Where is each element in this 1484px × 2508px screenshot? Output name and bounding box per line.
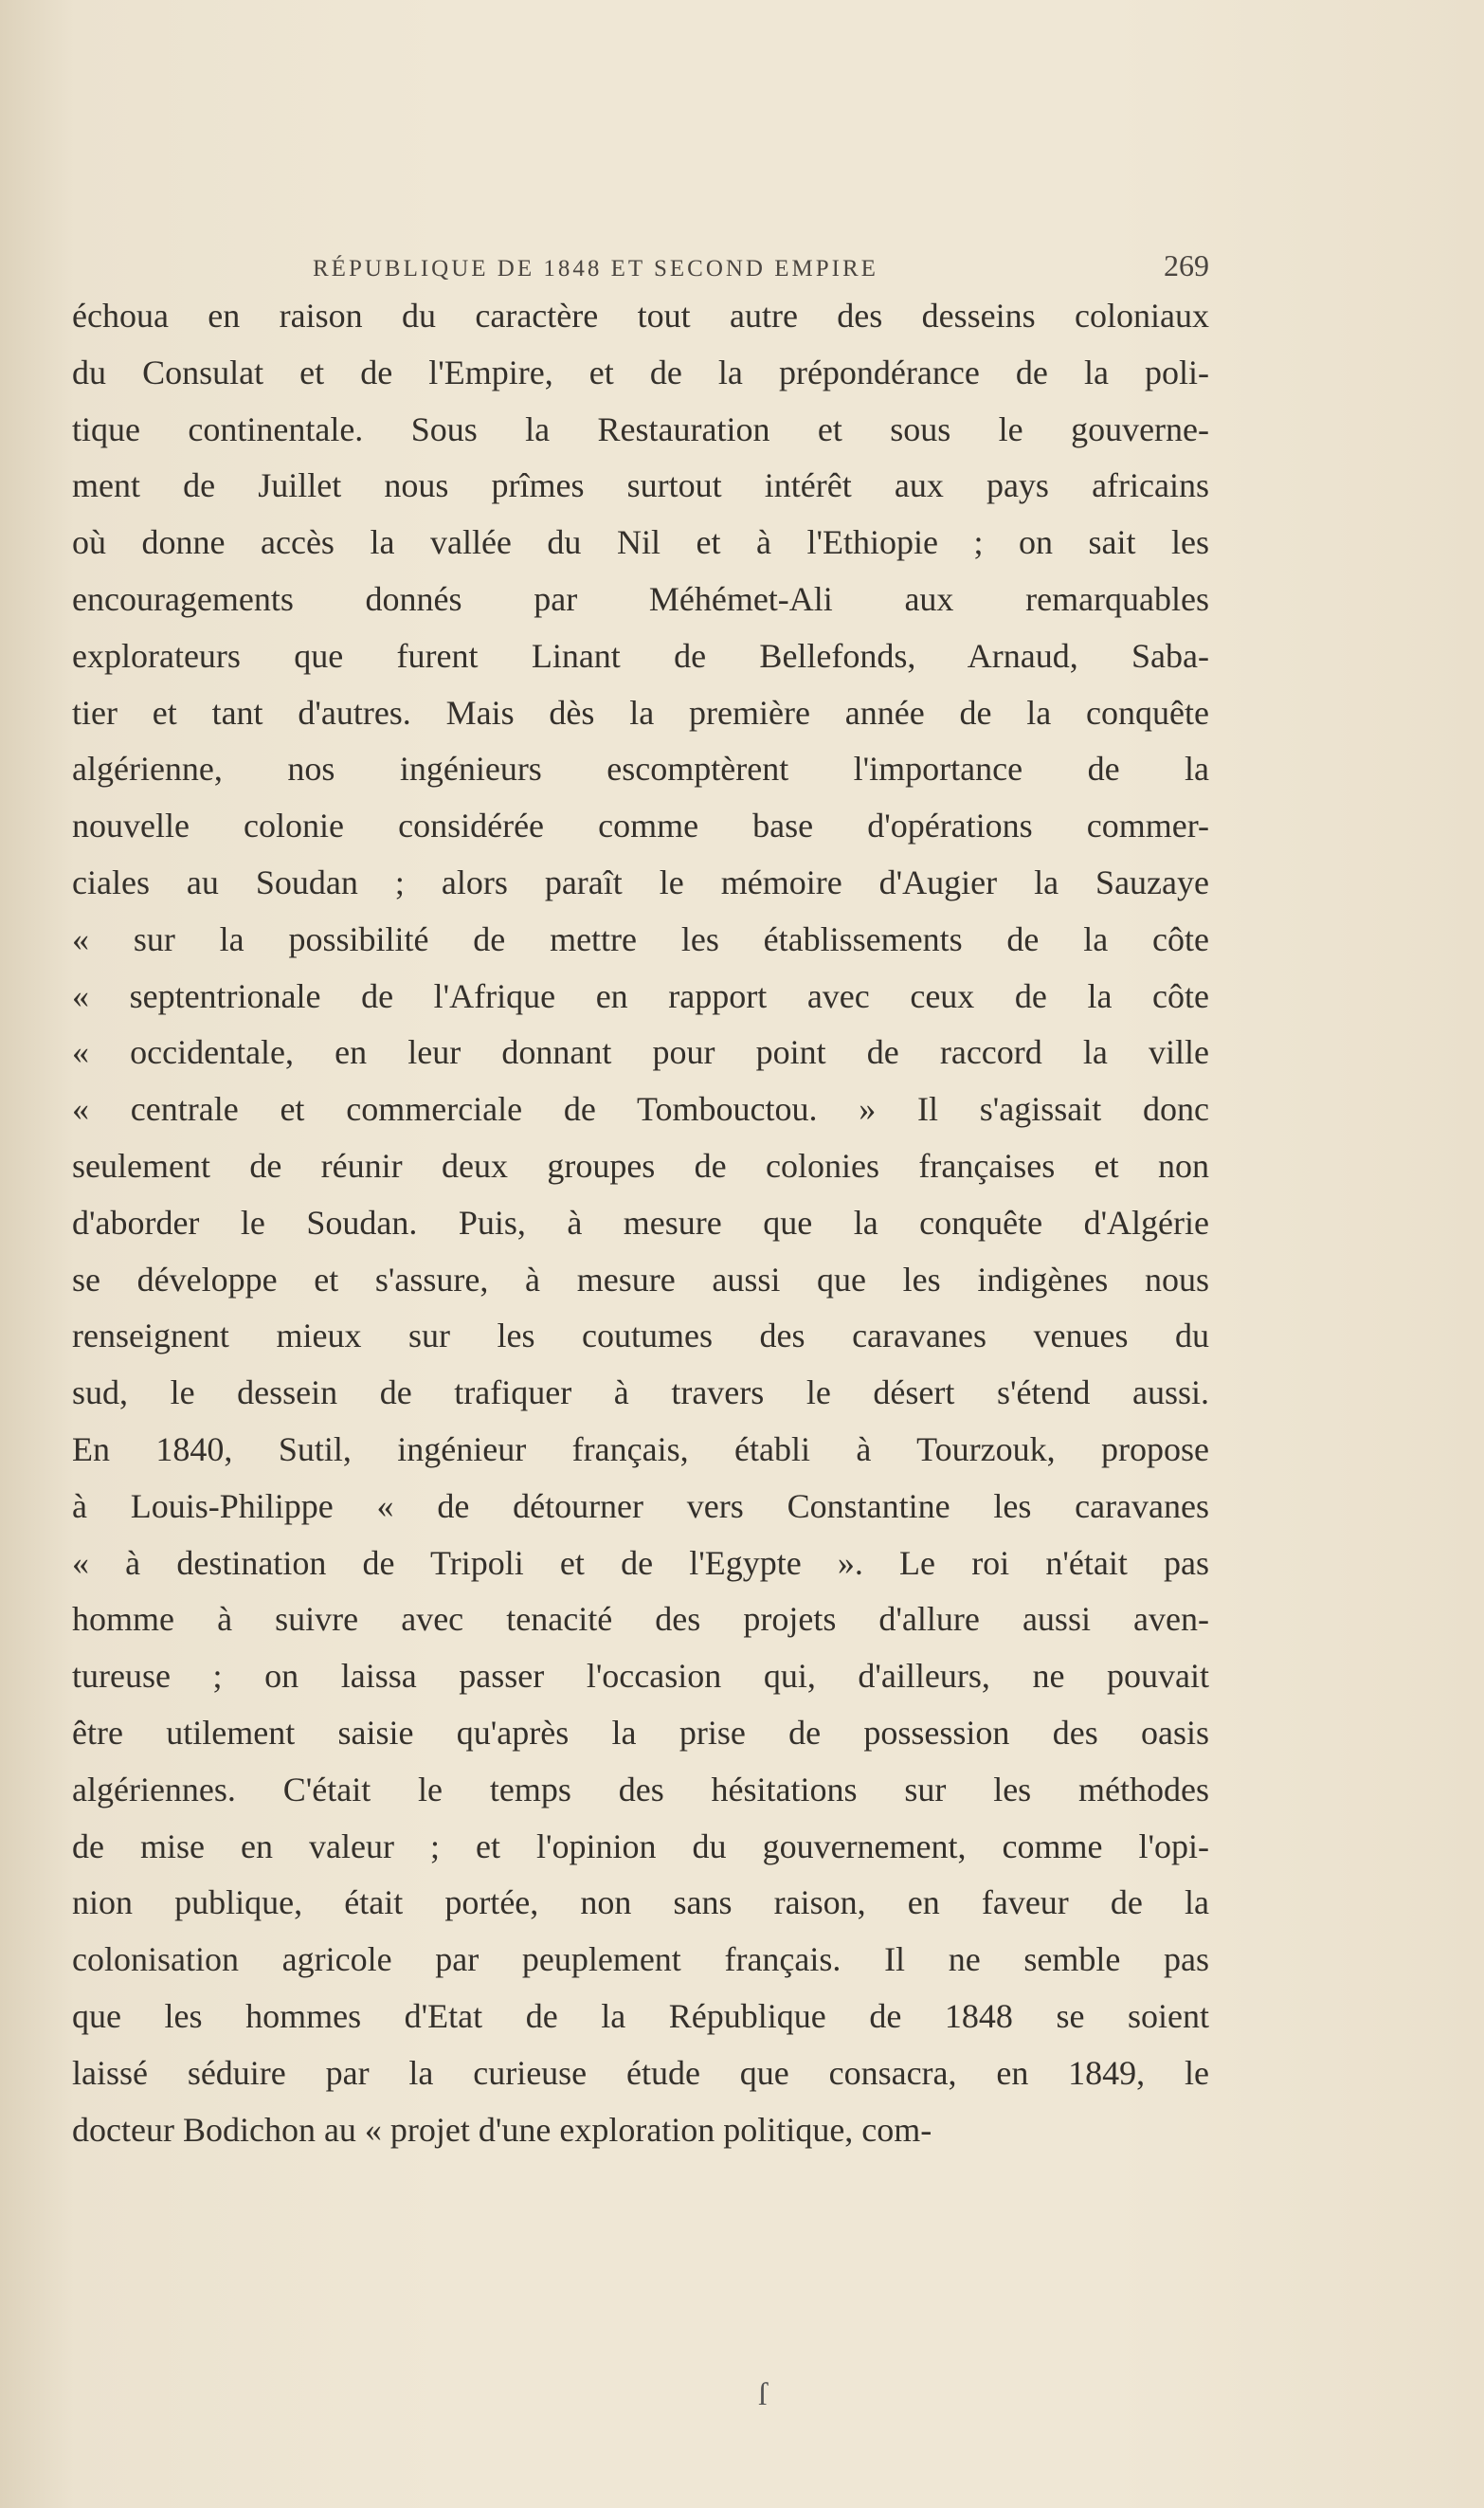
text-line-content: encouragements donnés par Méhémet-Ali aux remarquables: [72, 579, 1209, 618]
text-line: [72, 798, 1209, 855]
text-line: [72, 515, 1209, 572]
text-line-content: que les hommes d'Etat de la République de 1848 se soient: [72, 1996, 1209, 2035]
text-line: [72, 1648, 1209, 1705]
text-line-content: se développe et s'assure, à mesure aussi que les indigènes nous: [72, 1260, 1209, 1299]
text-line: [72, 1875, 1209, 1932]
text-line-content: tureuse ; on laissa passer l'occasion qui, d'ailleurs, ne pouvait: [72, 1657, 1209, 1696]
text-line-content: ment de Juillet nous prîmes surtout intérêt aux pays africains: [72, 466, 1209, 505]
text-line-content: docteur Bodichon au « projet d'une exploration politique, com-: [72, 2110, 932, 2149]
text-line: [72, 685, 1209, 742]
text-line: [72, 458, 1209, 515]
text-line: [72, 402, 1209, 459]
text-line: [72, 1591, 1209, 1648]
text-line: [72, 1479, 1209, 1536]
text-line: [72, 1081, 1209, 1138]
page-number: 269: [1164, 248, 1209, 282]
text-line: [72, 1536, 1209, 1592]
text-line-content: d'aborder le Soudan. Puis, à mesure que la conquête d'Algérie: [72, 1203, 1209, 1242]
running-header: [313, 248, 1209, 286]
text-line-content: ciales au Soudan ; alors paraît le mémoire d'Augier la Sauzaye: [72, 863, 1209, 901]
text-line: [72, 1365, 1209, 1422]
text-line: [72, 2045, 1209, 2102]
text-line: [72, 628, 1209, 685]
text-line-content: du Consulat et de l'Empire, et de la prépondérance de la poli-: [72, 353, 1209, 391]
text-line: [72, 1762, 1209, 1819]
text-line-content: « à destination de Tripoli et de l'Egypte ». Le roi n'était pas: [72, 1543, 1209, 1582]
text-line-content: sud, le dessein de trafiquer à travers le désert s'étend aussi.: [72, 1373, 1209, 1412]
text-line: [72, 1195, 1209, 1252]
running-title: RÉPUBLIQUE DE 1848 ET SECOND EMPIRE: [313, 256, 878, 282]
text-line: [72, 741, 1209, 798]
text-line-content: algérienne, nos ingénieurs escomptèrent l'importance de la: [72, 750, 1209, 789]
text-line: [72, 345, 1209, 402]
text-line-content: colonisation agricole par peuplement français. Il ne semble pas: [72, 1940, 1209, 1979]
text-line-content: « septentrionale de l'Afrique en rapport avec ceux de la côte: [72, 976, 1209, 1015]
text-line: [72, 1025, 1209, 1081]
text-line-content: où donne accès la vallée du Nil et à l'Ethiopie ; on sait les: [72, 523, 1209, 562]
text-line-content: de mise en valeur ; et l'opinion du gouvernement, comme l'opi-: [72, 1826, 1209, 1865]
text-line-content: à Louis-Philippe « de détourner vers Constantine les caravanes: [72, 1486, 1209, 1525]
text-line-content: tier et tant d'autres. Mais dès la première année de la conquête: [72, 693, 1209, 732]
footer-mark: ſ: [758, 2377, 768, 2412]
text-line-content: homme à suivre avec tenacité des projets d'allure aussi aven-: [72, 1600, 1209, 1639]
text-line: [72, 1308, 1209, 1365]
text-line-content: explorateurs que furent Linant de Bellefonds, Arnaud, Saba-: [72, 636, 1209, 675]
text-line-content: nion publique, était portée, non sans raison, en faveur de la: [72, 1883, 1209, 1922]
text-line: [72, 1819, 1209, 1876]
text-line: [72, 288, 1209, 345]
text-line: [72, 1932, 1209, 1989]
text-line-content: tique continentale. Sous la Restauration et sous le gouverne-: [72, 409, 1209, 448]
text-line-content: « centrale et commerciale de Tombouctou. » Il s'agissait donc: [72, 1090, 1209, 1129]
text-line-content: En 1840, Sutil, ingénieur français, établi à Tourzouk, propose: [72, 1429, 1209, 1468]
text-line: [72, 2102, 1209, 2159]
text-line: [72, 1705, 1209, 1762]
text-line: [72, 1422, 1209, 1479]
text-line-content: « occidentale, en leur donnant pour point de raccord la ville: [72, 1033, 1209, 1072]
text-line: [72, 969, 1209, 1026]
text-line-content: seulement de réunir deux groupes de colonies françaises et non: [72, 1146, 1209, 1185]
text-line-content: « sur la possibilité de mettre les établissements de la côte: [72, 919, 1209, 958]
text-line: [72, 1138, 1209, 1195]
text-line-content: être utilement saisie qu'après la prise de possession des oasis: [72, 1713, 1209, 1752]
text-line-content: algériennes. C'était le temps des hésitations sur les méthodes: [72, 1770, 1209, 1808]
text-line-content: renseignent mieux sur les coutumes des caravanes venues du: [72, 1317, 1209, 1355]
text-line-content: laissé séduire par la curieuse étude que consacra, en 1849, le: [72, 2053, 1209, 2092]
body-text: [72, 288, 1209, 2158]
text-line: [72, 572, 1209, 628]
text-line-content: nouvelle colonie considérée comme base d'opérations commer-: [72, 807, 1209, 845]
text-line-content: échoua en raison du caractère tout autre des desseins coloniaux: [72, 297, 1209, 335]
text-line: [72, 855, 1209, 912]
text-line: [72, 912, 1209, 969]
text-line: [72, 1252, 1209, 1309]
text-line: [72, 1989, 1209, 2045]
